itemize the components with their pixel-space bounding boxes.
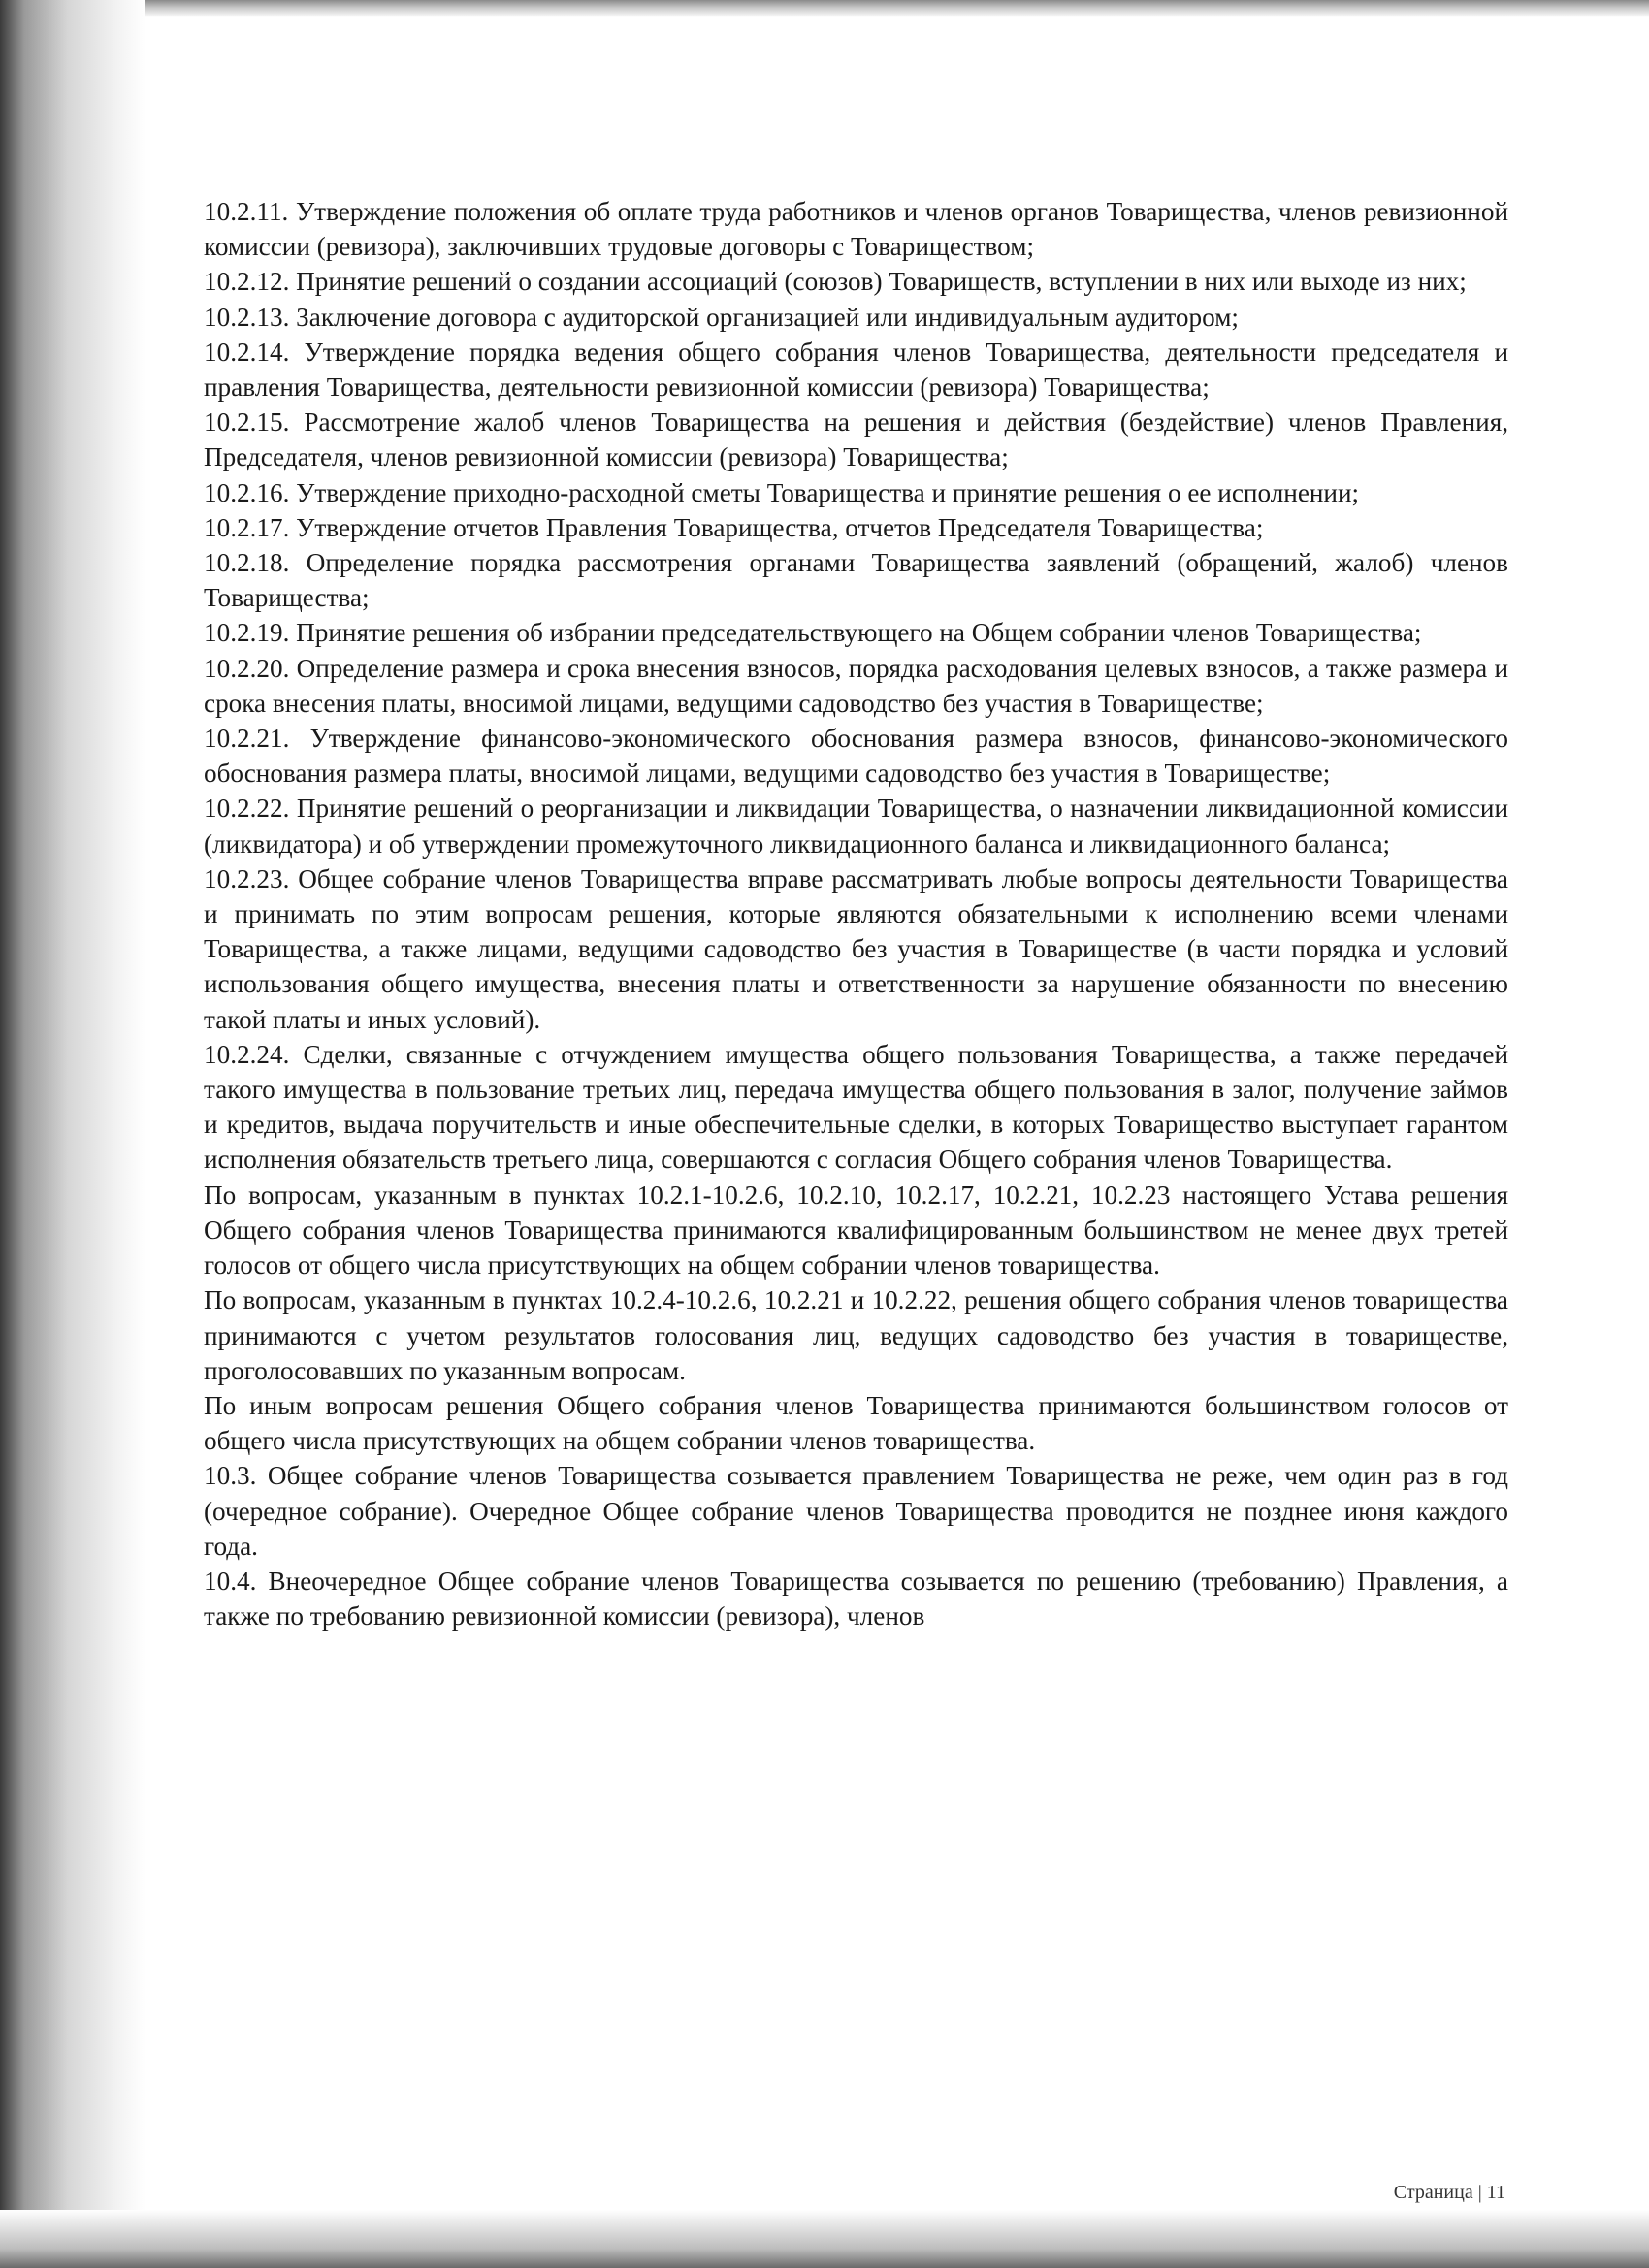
item-number: 10.4.: [204, 1566, 257, 1596]
document-body: [204, 194, 1508, 1634]
item-text: Принятие решения об избрании председательствующего на Общем собрании членов Товарищества;: [296, 618, 1422, 648]
item-text: Общее собрание членов Товарищества созывается правлением Товарищества не реже, чем один раз в год (очередное собрание). Очередное Общее собрание членов Товарищества проводится не позднее июня каждого года.: [204, 1461, 1508, 1561]
item-text: Утверждение отчетов Правления Товарищества, отчетов Председателя Товарищества;: [296, 512, 1264, 542]
item-number: 10.2.20.: [204, 653, 290, 683]
paragraph-other-questions: [204, 1388, 1508, 1458]
scan-edge-top: [0, 0, 1649, 17]
item-number: 10.2.13.: [204, 302, 290, 332]
item-text: Утверждение приходно-расходной сметы Товарищества и принятие решения о ее исполнении;: [296, 477, 1360, 507]
paragraph-10-2-15: [204, 405, 1508, 474]
item-number: 10.2.23.: [204, 863, 290, 893]
paragraph-10-3: [204, 1458, 1508, 1564]
item-text: По иным вопросам решения Общего собрания членов Товарищества принимаются большинством голосов от общего числа присутствующих на общем собрании членов товарищества.: [204, 1390, 1508, 1456]
item-number: 10.3.: [204, 1461, 257, 1491]
paragraph-10-2-12: [204, 264, 1508, 299]
item-number: 10.2.19.: [204, 618, 290, 648]
item-number: 10.2.15.: [204, 407, 290, 437]
item-text: Рассмотрение жалоб членов Товарищества на решения и действия (бездействие) членов Правления, Председателя, членов ревизионной комиссии (ревизора) Товарищества;: [204, 407, 1509, 472]
item-text: Внеочередное Общее собрание членов Товарищества созывается по решению (требованию) Правления, а также по требованию ревизионной комиссии (ревизора), членов: [204, 1566, 1508, 1632]
paragraph-10-2-13: [204, 300, 1508, 335]
scan-binding-shadow: [0, 0, 146, 2268]
item-text: Утверждение порядка ведения общего собрания членов Товарищества, деятельности председателя и правления Товарищества, деятельности ревизионной комиссии (ревизора) Товарищества;: [204, 337, 1509, 403]
paragraph-10-2-22: [204, 791, 1508, 860]
item-text: Определение порядка рассмотрения органами Товарищества заявлений (обращений, жалоб) членов Товарищества;: [204, 548, 1508, 613]
item-number: 10.2.22.: [204, 794, 290, 824]
item-number: 10.2.17.: [204, 512, 290, 542]
page-label: Страница: [1393, 2182, 1473, 2203]
paragraph-10-2-14: [204, 335, 1508, 405]
item-text: Заключение договора с аудиторской организацией или индивидуальным аудитором;: [296, 302, 1239, 332]
page-footer: [1394, 2182, 1505, 2204]
page-number: 11: [1486, 2182, 1505, 2203]
item-number: 10.2.11.: [204, 197, 289, 226]
paragraph-10-2-19: [204, 615, 1508, 650]
paragraph-10-2-18: [204, 545, 1508, 615]
scan-edge-bottom: [0, 2210, 1649, 2268]
item-text: Принятие решений о создании ассоциаций (союзов) Товариществ, вступлении в них или выходе из них;: [296, 267, 1467, 297]
item-number: 10.2.24.: [204, 1039, 290, 1069]
paragraph-10-2-17: [204, 510, 1508, 545]
paragraph-10-2-11: [204, 194, 1508, 264]
item-number: 10.2.16.: [204, 477, 290, 507]
item-number: 10.2.14.: [204, 337, 290, 367]
item-text: По вопросам, указанным в пунктах 10.2.1-10.2.6, 10.2.10, 10.2.17, 10.2.21, 10.2.23 настоящего Устава решения Общего собрания членов Товарищества принимаются квалифицированным большинством не менее двух третей голосов от общего числа присутствующих на общем собрании членов товарищества.: [204, 1180, 1508, 1280]
paragraph-10-2-23: [204, 861, 1508, 1037]
item-text: Определение размера и срока внесения взносов, порядка расходования целевых взносов, а также размера и срока внесения платы, вносимой лицами, ведущими садоводство без участия в Товариществе;: [204, 653, 1508, 718]
item-text: Утверждение положения об оплате труда работников и членов органов Товарищества, членов ревизионной комиссии (ревизора), заключивших трудовые договоры с Товариществом;: [204, 197, 1508, 262]
item-number: 10.2.18.: [204, 548, 290, 578]
item-number: 10.2.12.: [204, 267, 290, 297]
paragraph-10-2-16: [204, 475, 1508, 510]
item-text: По вопросам, указанным в пунктах 10.2.4-10.2.6, 10.2.21 и 10.2.22, решения общего собрания членов товарищества принимаются с учетом результатов голосования лиц, ведущих садоводство без участия в товариществе, проголосовавших по указанным вопросам.: [204, 1285, 1508, 1385]
item-text: Принятие решений о реорганизации и ликвидации Товарищества, о назначении ликвидационной комиссии (ликвидатора) и об утверждении промежуточного ликвидационного баланса и ликвидационного баланса;: [204, 794, 1508, 859]
item-number: 10.2.21.: [204, 724, 290, 754]
item-text: Сделки, связанные с отчуждением имущества общего пользования Товарищества, а также передачей такого имущества в пользование третьих лиц, передача имущества общего пользования в залог, получение займов и кредитов, выдача поручительств и иные обеспечительные сделки, в которых Товарищество выступает гарантом исполнения обязательств третьего лица, совершаются с согласия Общего собрания членов Товарищества.: [204, 1039, 1509, 1175]
paragraph-non-member-votes: [204, 1282, 1508, 1388]
page-separator: |: [1477, 2182, 1482, 2203]
paragraph-qualified-majority: [204, 1178, 1508, 1283]
item-text: Утверждение финансово-экономического обоснования размера взносов, финансово-экономического обоснования размера платы, вносимой лицами, ведущими садоводство без участия в Товариществе;: [204, 724, 1508, 789]
item-text: Общее собрание членов Товарищества вправе рассматривать любые вопросы деятельности Товарищества и принимать по этим вопросам решения, которые являются обязательными к исполнению всеми членами Товарищества, а также лицами, ведущими садоводство без участия в Товариществе (в части порядка и условий использования общего имущества, внесения платы и ответственности за нарушение обязанности по внесению такой платы и иных условий).: [204, 863, 1509, 1034]
paragraph-10-2-21: [204, 721, 1508, 791]
paragraph-10-2-20: [204, 651, 1508, 721]
paragraph-10-4: [204, 1564, 1508, 1634]
paragraph-10-2-24: [204, 1037, 1508, 1178]
